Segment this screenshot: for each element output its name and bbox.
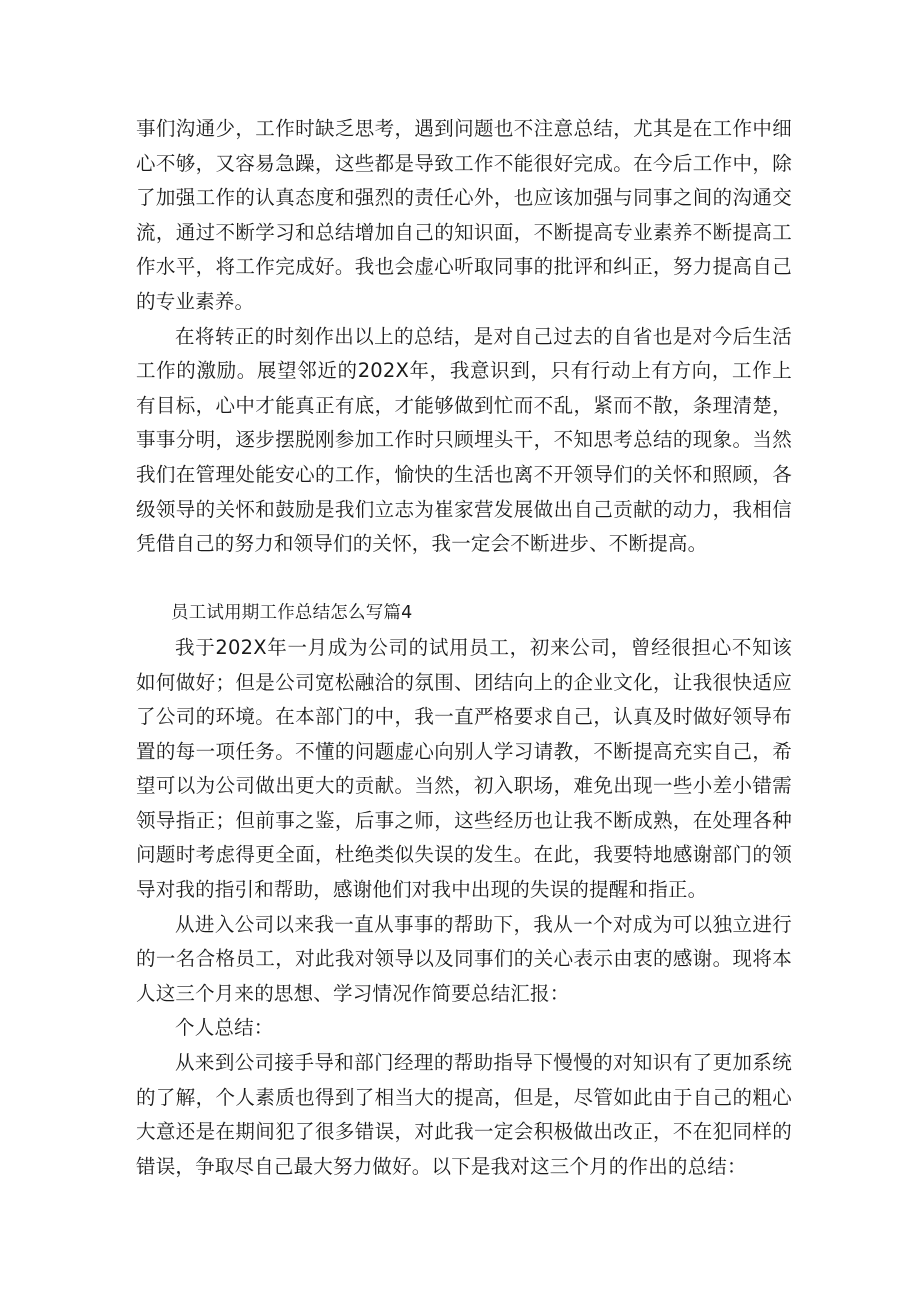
paragraph-introduction: 我于202X年一月成为公司的试用员工，初来公司，曾经很担心不知该如何做好；但是公司宽松融洽的氛围、团结向上的企业文化，让我很快适应了公司的环境。在本部门的中，我一直严格要求自己，认真及时做好领导布置的每一项任务。不懂的问题虚心向别人学习请教，不断提高充实自己，希望可以为公司做出更大的贡献。当然，初入职场，难免出现一些小差小错需领导指正；但前事之鉴，后事之师，这些经历也让我不断成熟，在处理各种问题时考虑得更全面，杜绝类似失误的发生。在此，我要特地感谢部门的领导对我的指引和帮助，感谢他们对我中出现的失误的提醒和指正。: [136, 635, 792, 902]
subheading-personal-summary: 个人总结：: [175, 1016, 274, 1040]
paragraph-continuation: 事们沟通少，工作时缺乏思考，遇到问题也不注意总结，尤其是在工作中细心不够，又容易急躁，这些都是导致工作不能很好完成。在今后工作中，除了加强工作的认真态度和强烈的责任心外，也应该加强与同事之间的沟通交流，通过不断学习和总结增加自己的知识面，不断提高专业素养不断提高工作水平，将工作完成好。我也会虚心听取同事的批评和纠正，努力提高自己的专业素养。: [136, 117, 792, 313]
paragraph-gratitude: 从进入公司以来我一直从事事的帮助下，我从一个对成为可以独立进行的一名合格员工，对此我对领导以及同事们的关心表示由衷的感谢。现将本人这三个月来的思想、学习情况作简要总结汇报：: [136, 912, 792, 1005]
paragraph-personal-summary: 从来到公司接手导和部门经理的帮助指导下慢慢的对知识有了更加系统的了解，个人素质也得到了相当大的提高，但是，尽管如此由于自己的粗心大意还是在期间犯了很多错误，对此我一定会积极做出改正，不在犯同样的错误，争取尽自己最大努力做好。以下是我对这三个月的作出的总结：: [136, 1051, 792, 1178]
document-body: [136, 112, 792, 1184]
section-heading: 员工试用期工作总结怎么写篇4: [171, 603, 413, 624]
paragraph-probation-reflection: 在将转正的时刻作出以上的总结，是对自己过去的自省也是对今后生活工作的激励。展望邻近的202X年，我意识到，只有行动上有方向，工作上有目标，心中才能真正有底，才能够做到忙而不乱，紧而不散，条理清楚，事事分明，逐步摆脱刚参加工作时只顾埋头干，不知思考总结的现象。当然我们在管理处能安心的工作，愉快的生活也离不开领导们的关怀和照顾，各级领导的关怀和鼓励是我们立志为崔家营发展做出自己贡献的动力，我相信凭借自己的努力和领导们的关怀，我一定会不断进步、不断提高。: [136, 324, 792, 556]
